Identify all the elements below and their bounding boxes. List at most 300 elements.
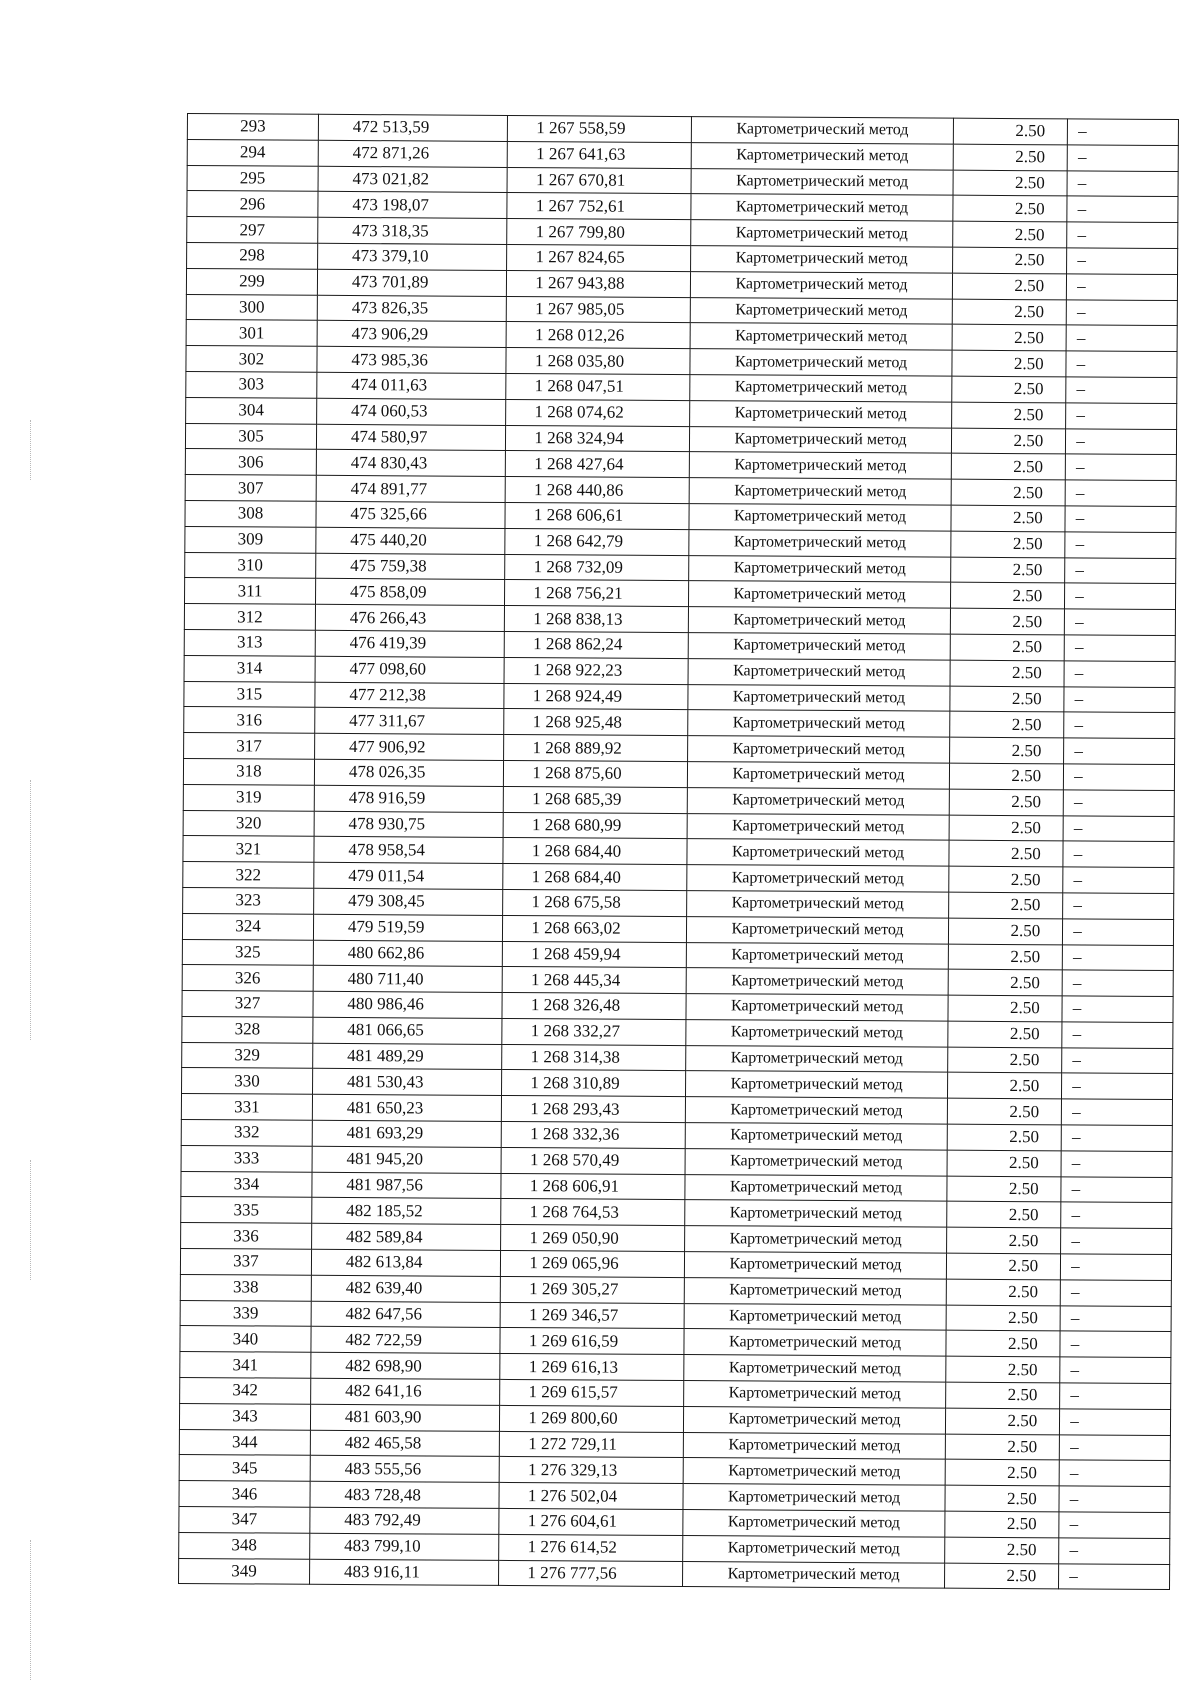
- y-coordinate-cell: 1 267 641,63: [508, 141, 692, 168]
- y-coordinate-cell: 1 268 764,53: [501, 1199, 685, 1226]
- method-cell: Картометрический метод: [684, 1329, 945, 1356]
- scan-edge-marks: [30, 1540, 33, 1680]
- precision-cell: 2.50: [945, 1485, 1060, 1511]
- method-cell: Картометрический метод: [691, 194, 952, 221]
- description-cell: –: [1066, 428, 1177, 454]
- precision-cell: 2.50: [948, 866, 1063, 892]
- description-cell: –: [1063, 867, 1174, 893]
- point-number-cell: 298: [187, 242, 318, 269]
- method-cell: Картометрический метод: [685, 1277, 946, 1304]
- point-number-cell: 300: [186, 294, 317, 321]
- method-cell: Картометрический метод: [684, 1381, 945, 1408]
- point-number-cell: 344: [179, 1429, 310, 1456]
- y-coordinate-cell: 1 268 326,48: [502, 993, 686, 1020]
- method-cell: Картометрический метод: [687, 865, 948, 892]
- method-cell: Картометрический метод: [686, 1071, 947, 1098]
- precision-cell: 2.50: [951, 479, 1066, 505]
- precision-cell: 2.50: [949, 686, 1064, 712]
- precision-cell: 2.50: [950, 660, 1065, 686]
- precision-cell: 2.50: [952, 325, 1067, 351]
- description-cell: –: [1068, 119, 1179, 145]
- description-cell: –: [1060, 1434, 1171, 1460]
- precision-cell: 2.50: [950, 634, 1065, 660]
- precision-cell: 2.50: [944, 1563, 1059, 1589]
- precision-cell: 2.50: [947, 1047, 1062, 1073]
- method-cell: Картометрический метод: [683, 1510, 944, 1537]
- method-cell: Картометрический метод: [688, 787, 949, 814]
- description-cell: –: [1064, 635, 1175, 661]
- precision-cell: 2.50: [947, 1150, 1062, 1176]
- y-coordinate-cell: 1 268 675,58: [503, 889, 687, 916]
- x-coordinate-cell: 482 647,56: [311, 1301, 501, 1328]
- method-cell: Картометрический метод: [685, 1200, 946, 1227]
- precision-cell: 2.50: [949, 763, 1064, 789]
- x-coordinate-cell: 482 465,58: [310, 1430, 500, 1457]
- x-coordinate-cell: 472 513,59: [318, 114, 508, 141]
- method-cell: Картометрический метод: [689, 658, 950, 685]
- description-cell: –: [1067, 248, 1178, 274]
- x-coordinate-cell: 477 098,60: [315, 656, 505, 683]
- method-cell: Картометрический метод: [690, 375, 951, 402]
- x-coordinate-cell: 473 701,89: [317, 269, 507, 296]
- point-number-cell: 297: [187, 217, 318, 244]
- precision-cell: 2.50: [952, 350, 1067, 376]
- description-cell: –: [1061, 1177, 1172, 1203]
- method-cell: Картометрический метод: [686, 1148, 947, 1175]
- precision-cell: 2.50: [950, 583, 1065, 609]
- method-cell: Картометрический метод: [684, 1432, 945, 1459]
- x-coordinate-cell: 479 308,45: [314, 888, 504, 915]
- y-coordinate-cell: 1 268 838,13: [505, 606, 689, 633]
- y-coordinate-cell: 1 268 293,43: [502, 1096, 686, 1123]
- x-coordinate-cell: 477 212,38: [315, 682, 505, 709]
- precision-cell: 2.50: [949, 840, 1064, 866]
- precision-cell: 2.50: [945, 1408, 1060, 1434]
- point-number-cell: 333: [181, 1145, 312, 1172]
- x-coordinate-cell: 475 440,20: [316, 527, 506, 554]
- precision-cell: 2.50: [949, 815, 1064, 841]
- description-cell: –: [1066, 403, 1177, 429]
- method-cell: Картометрический метод: [689, 581, 950, 608]
- method-cell: Картометрический метод: [684, 1355, 945, 1382]
- y-coordinate-cell: 1 268 680,99: [503, 812, 687, 839]
- method-cell: Картометрический метод: [686, 1045, 947, 1072]
- x-coordinate-cell: 482 589,84: [311, 1224, 501, 1251]
- precision-cell: 2.50: [944, 1511, 1059, 1537]
- x-coordinate-cell: 473 906,29: [317, 321, 507, 348]
- description-cell: –: [1064, 686, 1175, 712]
- precision-cell: 2.50: [945, 1382, 1060, 1408]
- y-coordinate-cell: 1 268 875,60: [504, 760, 688, 787]
- y-coordinate-cell: 1 268 324,94: [506, 425, 690, 452]
- description-cell: –: [1065, 609, 1176, 635]
- method-cell: Картометрический метод: [691, 297, 952, 324]
- point-number-cell: 313: [184, 629, 315, 656]
- scan-edge-marks: [30, 1160, 33, 1280]
- point-number-cell: 318: [183, 758, 314, 785]
- x-coordinate-cell: 474 891,77: [316, 475, 506, 502]
- point-number-cell: 296: [187, 191, 318, 218]
- method-cell: Картометрический метод: [692, 117, 953, 144]
- description-cell: –: [1065, 532, 1176, 558]
- description-cell: –: [1062, 1022, 1173, 1048]
- y-coordinate-cell: 1 268 459,94: [503, 941, 687, 968]
- point-number-cell: 337: [180, 1249, 311, 1276]
- point-number-cell: 314: [184, 655, 315, 682]
- point-number-cell: 303: [186, 371, 317, 398]
- description-cell: –: [1060, 1280, 1171, 1306]
- x-coordinate-cell: 473 379,10: [317, 243, 507, 270]
- point-number-cell: 331: [181, 1094, 312, 1121]
- x-coordinate-cell: 479 011,54: [314, 862, 504, 889]
- table-row: [179, 1558, 1170, 1590]
- point-number-cell: 293: [187, 114, 318, 141]
- method-cell: Картометрический метод: [687, 968, 948, 995]
- precision-cell: 2.50: [952, 221, 1067, 247]
- x-coordinate-cell: 473 826,35: [317, 295, 507, 322]
- precision-cell: 2.50: [953, 170, 1068, 196]
- point-number-cell: 321: [183, 836, 314, 863]
- method-cell: Картометрический метод: [683, 1535, 944, 1562]
- y-coordinate-cell: 1 269 616,59: [500, 1328, 684, 1355]
- description-cell: –: [1060, 1331, 1171, 1357]
- point-number-cell: 305: [185, 423, 316, 450]
- x-coordinate-cell: 482 641,16: [311, 1378, 501, 1405]
- y-coordinate-cell: 1 268 663,02: [503, 915, 687, 942]
- y-coordinate-cell: 1 267 752,61: [507, 193, 691, 220]
- precision-cell: 2.50: [950, 608, 1065, 634]
- y-coordinate-cell: 1 268 606,91: [501, 1173, 685, 1200]
- precision-cell: 2.50: [947, 1021, 1062, 1047]
- description-cell: –: [1067, 145, 1178, 171]
- y-coordinate-cell: 1 268 862,24: [505, 631, 689, 658]
- point-number-cell: 345: [179, 1455, 310, 1482]
- precision-cell: 2.50: [951, 402, 1066, 428]
- method-cell: Картометрический метод: [687, 916, 948, 943]
- precision-cell: 2.50: [946, 1331, 1061, 1357]
- x-coordinate-cell: 483 728,48: [310, 1482, 500, 1509]
- x-coordinate-cell: 473 318,35: [318, 217, 508, 244]
- scan-edge-marks: [30, 780, 33, 1040]
- y-coordinate-cell: 1 268 924,49: [504, 683, 688, 710]
- method-cell: Картометрический метод: [687, 839, 948, 866]
- point-number-cell: 338: [180, 1274, 311, 1301]
- precision-cell: 2.50: [945, 1356, 1060, 1382]
- point-number-cell: 348: [179, 1532, 310, 1559]
- point-number-cell: 334: [181, 1171, 312, 1198]
- method-cell: Картометрический метод: [689, 633, 950, 660]
- x-coordinate-cell: 473 021,82: [318, 166, 508, 193]
- y-coordinate-cell: 1 268 570,49: [501, 1147, 685, 1174]
- point-number-cell: 295: [187, 165, 318, 192]
- description-cell: –: [1064, 712, 1175, 738]
- method-cell: Картометрический метод: [688, 761, 949, 788]
- description-cell: –: [1063, 815, 1174, 841]
- y-coordinate-cell: 1 276 329,13: [500, 1457, 684, 1484]
- y-coordinate-cell: 1 267 985,05: [507, 296, 691, 323]
- description-cell: –: [1061, 1254, 1172, 1280]
- description-cell: –: [1061, 1151, 1172, 1177]
- x-coordinate-cell: 475 325,66: [316, 501, 506, 528]
- x-coordinate-cell: 473 985,36: [317, 346, 507, 373]
- precision-cell: 2.50: [948, 892, 1063, 918]
- point-number-cell: 342: [180, 1378, 311, 1405]
- y-coordinate-cell: 1 268 684,40: [503, 864, 687, 891]
- y-coordinate-cell: 1 268 074,62: [506, 399, 690, 426]
- method-cell: Картометрический метод: [690, 400, 951, 427]
- description-cell: –: [1067, 196, 1178, 222]
- x-coordinate-cell: 482 722,59: [311, 1327, 501, 1354]
- x-coordinate-cell: 481 489,29: [313, 1043, 503, 1070]
- y-coordinate-cell: 1 268 922,23: [504, 657, 688, 684]
- point-number-cell: 346: [179, 1481, 310, 1508]
- precision-cell: 2.50: [953, 118, 1068, 144]
- point-number-cell: 306: [185, 449, 316, 476]
- point-number-cell: 319: [183, 784, 314, 811]
- precision-cell: 2.50: [948, 969, 1063, 995]
- precision-cell: 2.50: [952, 273, 1067, 299]
- point-number-cell: 341: [180, 1352, 311, 1379]
- x-coordinate-cell: 475 858,09: [315, 579, 505, 606]
- x-coordinate-cell: 475 759,38: [316, 553, 506, 580]
- y-coordinate-cell: 1 269 616,13: [500, 1354, 684, 1381]
- description-cell: –: [1066, 351, 1177, 377]
- method-cell: Картометрический метод: [689, 555, 950, 582]
- y-coordinate-cell: 1 267 943,88: [507, 270, 691, 297]
- x-coordinate-cell: 481 066,65: [313, 1017, 503, 1044]
- point-number-cell: 310: [185, 552, 316, 579]
- y-coordinate-cell: 1 267 558,59: [508, 115, 692, 142]
- description-cell: –: [1063, 790, 1174, 816]
- y-coordinate-cell: 1 268 642,79: [505, 528, 689, 555]
- point-number-cell: 311: [185, 578, 316, 605]
- y-coordinate-cell: 1 267 670,81: [507, 167, 691, 194]
- method-cell: Картометрический метод: [686, 1097, 947, 1124]
- description-cell: –: [1061, 1228, 1172, 1254]
- method-cell: Картометрический метод: [685, 1252, 946, 1279]
- description-cell: –: [1065, 506, 1176, 532]
- y-coordinate-cell: 1 269 346,57: [500, 1302, 684, 1329]
- y-coordinate-cell: 1 267 824,65: [507, 244, 691, 271]
- x-coordinate-cell: 482 639,40: [311, 1275, 501, 1302]
- x-coordinate-cell: 473 198,07: [318, 192, 508, 219]
- y-coordinate-cell: 1 268 427,64: [506, 451, 690, 478]
- precision-cell: 2.50: [946, 1227, 1061, 1253]
- y-coordinate-cell: 1 276 604,61: [499, 1508, 683, 1535]
- method-cell: Картометрический метод: [684, 1406, 945, 1433]
- x-coordinate-cell: 482 613,84: [311, 1249, 501, 1276]
- method-cell: Картометрический метод: [686, 1123, 947, 1150]
- description-cell: –: [1064, 738, 1175, 764]
- precision-cell: 2.50: [949, 789, 1064, 815]
- description-cell: –: [1059, 1460, 1170, 1486]
- point-number-cell: 336: [181, 1223, 312, 1250]
- method-cell: Картометрический метод: [691, 168, 952, 195]
- description-cell: –: [1061, 1202, 1172, 1228]
- description-cell: –: [1063, 944, 1174, 970]
- x-coordinate-cell: 477 311,67: [315, 708, 505, 735]
- point-number-cell: 308: [185, 500, 316, 527]
- x-coordinate-cell: 481 603,90: [310, 1404, 500, 1431]
- y-coordinate-cell: 1 268 012,26: [506, 322, 690, 349]
- y-coordinate-cell: 1 269 305,27: [501, 1276, 685, 1303]
- y-coordinate-cell: 1 276 502,04: [499, 1483, 683, 1510]
- precision-cell: 2.50: [952, 247, 1067, 273]
- x-coordinate-cell: 474 060,53: [317, 398, 507, 425]
- y-coordinate-cell: 1 269 065,96: [501, 1251, 685, 1278]
- precision-cell: 2.50: [948, 918, 1063, 944]
- x-coordinate-cell: 480 986,46: [313, 991, 503, 1018]
- description-cell: –: [1066, 299, 1177, 325]
- x-coordinate-cell: 474 830,43: [316, 450, 506, 477]
- description-cell: –: [1065, 480, 1176, 506]
- point-number-cell: 324: [182, 913, 313, 940]
- x-coordinate-cell: 478 930,75: [314, 811, 504, 838]
- precision-cell: 2.50: [948, 995, 1063, 1021]
- point-number-cell: 335: [181, 1197, 312, 1224]
- x-coordinate-cell: 482 698,90: [311, 1353, 501, 1380]
- description-cell: –: [1060, 1383, 1171, 1409]
- x-coordinate-cell: 481 987,56: [312, 1172, 502, 1199]
- precision-cell: 2.50: [946, 1176, 1061, 1202]
- method-cell: Картометрический метод: [683, 1561, 944, 1588]
- description-cell: –: [1064, 661, 1175, 687]
- y-coordinate-cell: 1 268 314,38: [502, 1044, 686, 1071]
- method-cell: Картометрический метод: [687, 890, 948, 917]
- precision-cell: 2.50: [949, 737, 1064, 763]
- y-coordinate-cell: 1 268 684,40: [503, 838, 687, 865]
- precision-cell: 2.50: [951, 454, 1066, 480]
- method-cell: Картометрический метод: [689, 504, 950, 531]
- point-number-cell: 307: [185, 475, 316, 502]
- point-number-cell: 329: [182, 1042, 313, 1069]
- precision-cell: 2.50: [946, 1253, 1061, 1279]
- description-cell: –: [1063, 841, 1174, 867]
- y-coordinate-cell: 1 268 889,92: [504, 735, 688, 762]
- point-number-cell: 327: [182, 991, 313, 1018]
- x-coordinate-cell: 478 958,54: [314, 837, 504, 864]
- description-cell: –: [1060, 1306, 1171, 1332]
- point-number-cell: 349: [179, 1558, 310, 1585]
- method-cell: Картометрический метод: [690, 426, 951, 453]
- point-number-cell: 294: [187, 139, 318, 166]
- point-number-cell: 330: [182, 1068, 313, 1095]
- description-cell: –: [1066, 377, 1177, 403]
- point-number-cell: 302: [186, 346, 317, 373]
- method-cell: Картометрический метод: [691, 271, 952, 298]
- point-number-cell: 317: [184, 733, 315, 760]
- precision-cell: 2.50: [945, 1434, 1060, 1460]
- y-coordinate-cell: 1 268 925,48: [504, 709, 688, 736]
- description-cell: –: [1067, 222, 1178, 248]
- x-coordinate-cell: 477 906,92: [314, 733, 504, 760]
- description-cell: –: [1065, 583, 1176, 609]
- method-cell: Картометрический метод: [690, 349, 951, 376]
- y-coordinate-cell: 1 267 799,80: [507, 219, 691, 246]
- method-cell: Картометрический метод: [685, 1303, 946, 1330]
- x-coordinate-cell: 483 792,49: [310, 1507, 500, 1534]
- x-coordinate-cell: 474 580,97: [316, 424, 506, 451]
- point-number-cell: 340: [180, 1326, 311, 1353]
- point-number-cell: 325: [182, 939, 313, 966]
- y-coordinate-cell: 1 276 614,52: [499, 1534, 683, 1561]
- method-cell: Картометрический метод: [691, 323, 952, 350]
- description-cell: –: [1063, 893, 1174, 919]
- method-cell: Картометрический метод: [688, 684, 949, 711]
- point-number-cell: 326: [182, 965, 313, 992]
- method-cell: Картометрический метод: [683, 1484, 944, 1511]
- precision-cell: 2.50: [948, 944, 1063, 970]
- precision-cell: 2.50: [946, 1305, 1061, 1331]
- y-coordinate-cell: 1 268 440,86: [506, 477, 690, 504]
- y-coordinate-cell: 1 268 732,09: [505, 554, 689, 581]
- x-coordinate-cell: 482 185,52: [312, 1198, 502, 1225]
- point-number-cell: 332: [181, 1120, 312, 1147]
- description-cell: –: [1060, 1357, 1171, 1383]
- y-coordinate-cell: 1 268 332,27: [502, 1018, 686, 1045]
- x-coordinate-cell: 483 555,56: [310, 1456, 500, 1483]
- x-coordinate-cell: 479 519,59: [313, 914, 503, 941]
- point-number-cell: 304: [186, 397, 317, 424]
- method-cell: Картометрический метод: [688, 813, 949, 840]
- description-cell: –: [1062, 1073, 1173, 1099]
- x-coordinate-cell: 480 711,40: [313, 966, 503, 993]
- description-cell: –: [1060, 1409, 1171, 1435]
- description-cell: –: [1059, 1486, 1170, 1512]
- point-number-cell: 323: [183, 887, 314, 914]
- description-cell: –: [1059, 1512, 1170, 1538]
- description-cell: –: [1066, 325, 1177, 351]
- method-cell: Картометрический метод: [686, 1019, 947, 1046]
- method-cell: Картометрический метод: [685, 1226, 946, 1253]
- y-coordinate-cell: 1 268 606,61: [505, 502, 689, 529]
- point-number-cell: 309: [185, 526, 316, 553]
- point-number-cell: 299: [186, 268, 317, 295]
- point-number-cell: 320: [183, 810, 314, 837]
- x-coordinate-cell: 483 799,10: [310, 1533, 500, 1560]
- y-coordinate-cell: 1 268 332,36: [502, 1122, 686, 1149]
- x-coordinate-cell: 476 419,39: [315, 630, 505, 657]
- precision-cell: 2.50: [944, 1537, 1059, 1563]
- point-number-cell: 315: [184, 681, 315, 708]
- description-cell: –: [1062, 1048, 1173, 1074]
- coordinates-table-body: [179, 114, 1179, 1590]
- description-cell: –: [1062, 970, 1173, 996]
- description-cell: –: [1066, 454, 1177, 480]
- description-cell: –: [1061, 1125, 1172, 1151]
- method-cell: Картометрический метод: [690, 478, 951, 505]
- x-coordinate-cell: 483 916,11: [309, 1559, 499, 1586]
- x-coordinate-cell: 480 662,86: [313, 940, 503, 967]
- precision-cell: 2.50: [946, 1279, 1061, 1305]
- precision-cell: 2.50: [950, 531, 1065, 557]
- description-cell: –: [1064, 764, 1175, 790]
- description-cell: –: [1067, 274, 1178, 300]
- method-cell: Картометрический метод: [685, 1174, 946, 1201]
- precision-cell: 2.50: [949, 711, 1064, 737]
- x-coordinate-cell: 472 871,26: [318, 140, 508, 167]
- x-coordinate-cell: 481 650,23: [312, 1095, 502, 1122]
- precision-cell: 2.50: [945, 1460, 1060, 1486]
- x-coordinate-cell: 481 945,20: [312, 1146, 502, 1173]
- method-cell: Картометрический метод: [689, 529, 950, 556]
- method-cell: Картометрический метод: [688, 736, 949, 763]
- precision-cell: 2.50: [947, 1098, 1062, 1124]
- method-cell: Картометрический метод: [689, 607, 950, 634]
- x-coordinate-cell: 481 530,43: [312, 1069, 502, 1096]
- scan-edge-marks: [30, 420, 33, 480]
- method-cell: Картометрический метод: [690, 452, 951, 479]
